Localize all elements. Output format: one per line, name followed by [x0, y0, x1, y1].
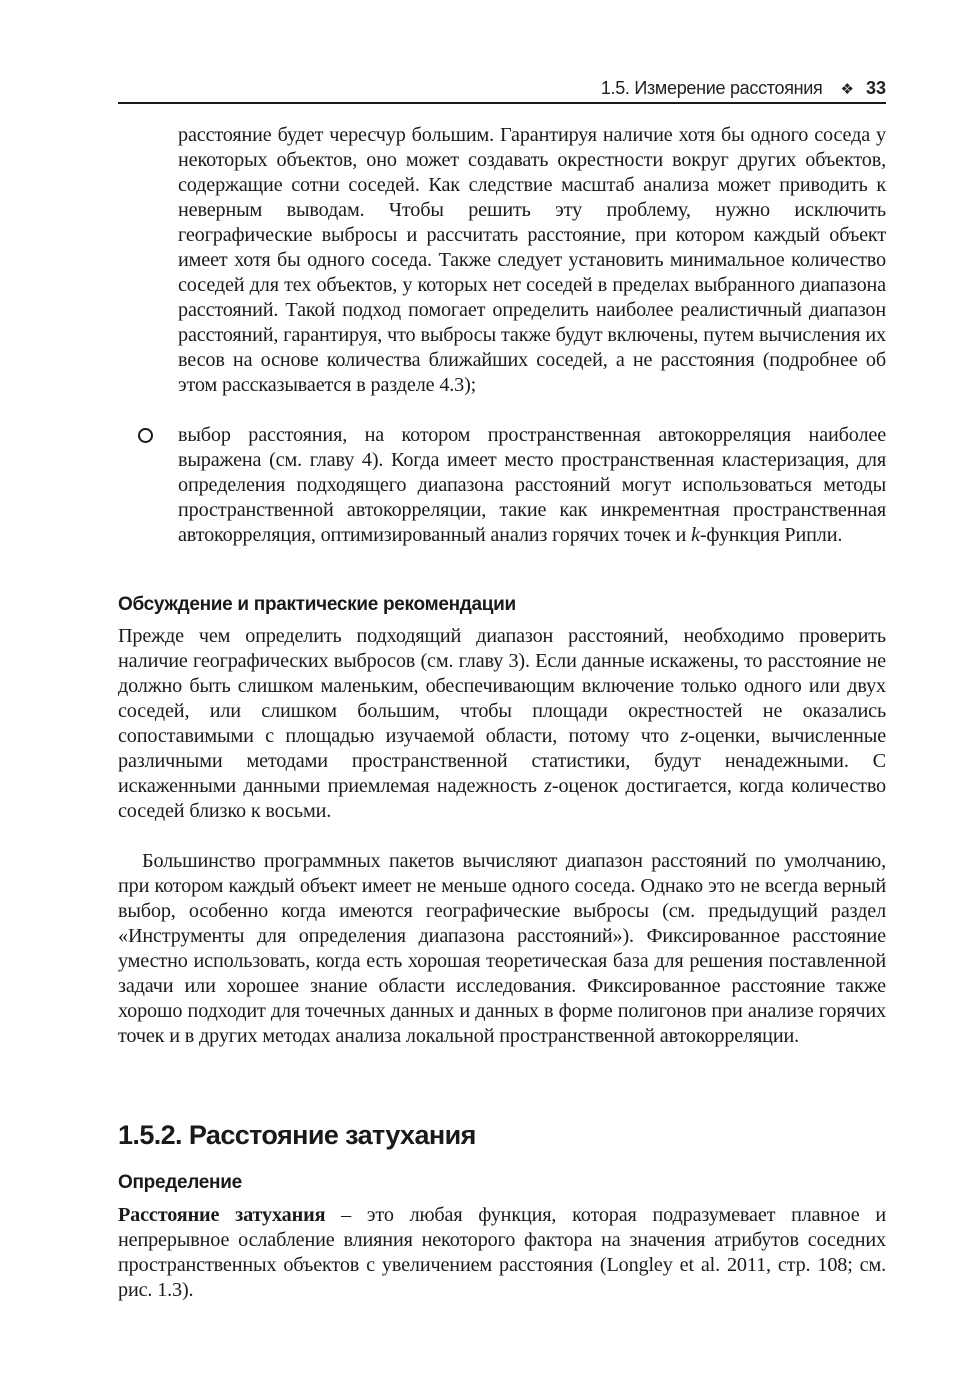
definition-paragraph	[118, 1203, 886, 1303]
discussion-paragraph-1	[118, 624, 886, 824]
bullet-italic-k: k	[691, 524, 700, 546]
section-heading: 1.5.2. Расстояние затухания	[118, 1120, 476, 1150]
continuation-paragraph: расстояние будет чересчур большим. Гарантируя наличие хотя бы одного соседа у некоторых объектов, оно может создавать окрестности вокруг других объектов, содержащие сотни соседей. Как следствие масштаб анализа может приводить к неверным выводам. Чтобы решить эту проблему, нужно исключить географические выбросы и рассчитать расстояние, при котором каждый объект имеет хотя бы одного соседа. Также следует установить минимальное количество соседей для тех объектов, у которых нет соседей в пределах выбранного диапазона расстояний. Такой подход помогает определить наиболее реалистичный диапазон расстояний, гарантируя, что выбросы также будут включены, путем вычисления их весов на основе количества ближайших соседей, а не расстояния (подробнее об этом рассказывается в разделе 4.3);	[178, 124, 886, 396]
header-right	[601, 78, 886, 99]
defined-term: Расстояние затухания	[118, 1204, 326, 1226]
hollow-circle-bullet-icon	[138, 428, 153, 443]
p1-italic-z: z	[680, 725, 689, 747]
list-item	[178, 423, 886, 548]
p1-text-c: -оценок достигается, когда количество соседей близко к восьми.	[118, 775, 887, 822]
running-header	[118, 76, 886, 104]
page-number: 33	[865, 78, 886, 98]
p1-text-a: Прежде чем определить подходящий диапазон расстояний, необходимо проверить наличие географических выбросов (см. главу 3). Если данные искажены, то расстояние не должно быть слишком маленьким, обеспечивающим включение только одного или двух соседей, или слишком большим, чтобы площади окрестностей не оказались сопоставимыми с площадью изучаемой области, потому что	[118, 625, 886, 747]
p1-text-b: -оценки, вычисленные различными методами пространственной статистики, будут ненадежными. С искаженными данными приемлемая надежность	[118, 725, 887, 797]
discussion-paragraph-2: Большинство программных пакетов вычисляют диапазон расстояний по умолчанию, при котором каждый объект имеет не меньше одного соседа. Однако это не всегда верный выбор, особенно когда имеются географические выбросы (см. предыдущий раздел «Инструменты для определения диапазона расстояний»). Фиксированное расстояние уместно использовать, когда есть хорошая теоретическая база для решения поставленной задачи или хорошее знание области исследования. Фиксированное расстояние также хорошо подходит для точечных данных и данных в форме полигонов при анализе горячих точек и в других методах анализа локальной пространственной автокорреляции.	[118, 850, 886, 1047]
bullet-text: выбор расстояния, на котором пространственная автокорреляция наиболее выражена (см. главу 4). Когда имеет место пространственная кластеризация, для определения подходящего диапазона расстояний могут использоваться методы пространственной автокорреляции, такие как инкрементная пространственная автокорреляция, оптимизированный анализ горячих точек и	[178, 424, 886, 546]
p1-italic-z-2: z	[544, 775, 552, 797]
definition-text: – это любая функция, которая подразумевает плавное и непрерывное ослабление влияния некоторого фактора на значения атрибутов соседних пространственных объектов с увеличением расстояния (Longley et al. 2011, стр. 108; см. рис. 1.3).	[118, 1204, 886, 1301]
definition-heading: Определение	[118, 1172, 242, 1193]
discussion-heading: Обсуждение и практические рекомендации	[118, 594, 516, 615]
running-section-title: 1.5. Измерение расстояния	[600, 78, 823, 98]
ornament-icon: ❖	[840, 80, 854, 98]
bullet-text-end: -функция Рипли.	[699, 524, 843, 546]
